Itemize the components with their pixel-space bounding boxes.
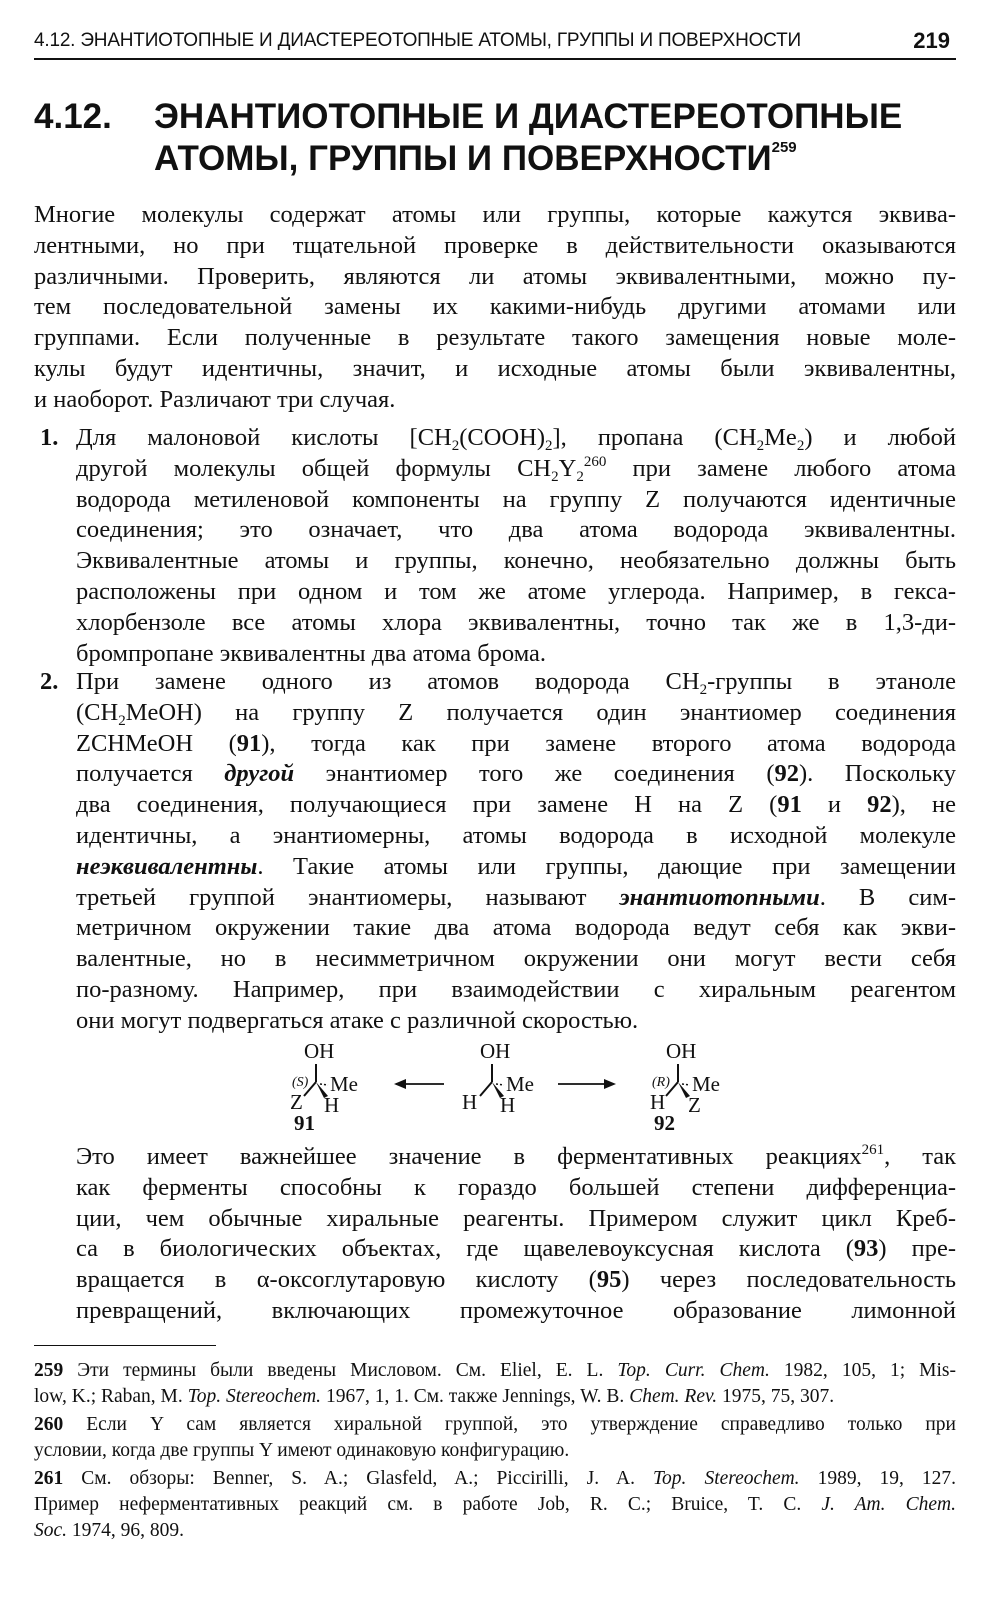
text-line: Это имеет важнейшее значение в ферментативных реакциях$^{261}$, так (76, 1142, 956, 1170)
text-line: водорода метиленовой компоненты на группу Z получаются идентичные (76, 485, 956, 513)
text-line: группами. Если полученные в результате такого замещения новые моле- (34, 324, 956, 352)
reaction-arrow-right (558, 1079, 616, 1089)
footnote-divider (34, 1345, 216, 1346)
text-line: са в биологических объектах, где щавелевоуксусная кислота (93) пре- (76, 1235, 956, 1263)
text-line: превращений, включающих промежуточное образование лимонной (76, 1296, 956, 1324)
me-label: Me (506, 1072, 534, 1096)
compound-label-92: 92 (654, 1111, 675, 1134)
text-line: 260 Если Y сам является хиральной группой, это утверждение справедливо только при (34, 1414, 956, 1435)
footnote-260 (34, 1412, 956, 1464)
text-line: Soc. 1974, 96, 809. (34, 1520, 185, 1541)
text-line: ZCHMeOH (91), тогда как при замене второго атома водорода (76, 729, 956, 757)
text-line: метричном окружении такие два атома водорода ведут себя как экви- (76, 914, 956, 942)
section-title-line1: ЭНАНТИОТОПНЫЕ И ДИАСТЕРЕОТОПНЫЕ (154, 97, 903, 136)
text-line: по-разному. Например, при взаимодействии с хиральным реагентом (76, 975, 956, 1003)
config-label-r: (R) (652, 1075, 670, 1090)
me-label: Me (330, 1072, 358, 1096)
enantiomer-scheme (244, 1034, 764, 1134)
h-label: H (500, 1093, 516, 1117)
book-page (34, 0, 956, 1601)
h-label: H (324, 1093, 340, 1117)
text-line: лентными, но при тщательной проверке в действительности оказываются (34, 231, 956, 259)
text-line: третьей группой энантиомеры, называют энантиотопными. В сим- (76, 883, 956, 911)
text-line: Пример неферментативных реакций см. в работе Job, R. C.; Bruice, T. C. J. Am. Chem. (34, 1494, 956, 1515)
text-line: вращается в α-оксоглутаровую кислоту (95) через последовательность (76, 1266, 956, 1294)
list-number: 2. (40, 668, 59, 695)
oh-label: OH (304, 1039, 335, 1063)
paragraph-enzymes (76, 1142, 956, 1327)
text-line: Многие молекулы содержат атомы или группы, которые кажутся эквива- (34, 201, 956, 228)
h-label: H (650, 1090, 666, 1114)
h-label: H (462, 1090, 478, 1114)
z-label: Z (688, 1093, 701, 1117)
molecule-ethanol (462, 1039, 534, 1117)
text-line: получается другой энантиомер того же соединения (92). Поскольку (76, 760, 956, 788)
text-line: соединения; это означает, что два атома водорода эквивалентны. (76, 516, 956, 544)
text-line: Эквивалентные атомы и группы, конечно, необязательно должны быть (76, 547, 956, 575)
list-item-body (76, 423, 956, 669)
text-line: low, K.; Raban, M. Top. Stereochem. 1967, 1, 1. См. также Jennings, W. B. Chem. Rev. 1975, 75, 307. (34, 1386, 835, 1407)
text-line: условии, когда две группы Y имеют одинаковую конфигурацию. (34, 1440, 570, 1461)
list-item-body (76, 667, 956, 1037)
text-line: тем последовательной замены их какими-нибудь другими атомами или (34, 293, 956, 321)
section-title (154, 96, 954, 180)
text-line: различными. Проверить, являются ли атомы эквивалентными, можно пу- (34, 262, 956, 290)
text-line: $(CH_2MeOH)$ на группу Z получается один энантиомер соединения (76, 698, 956, 729)
section-number: 4.12. (34, 97, 112, 136)
text-line: бромпропане эквивалентны два атома брома. (76, 639, 547, 667)
molecule-91 (290, 1039, 358, 1134)
footnote-261 (34, 1466, 956, 1544)
footnote-ref: 260 (583, 453, 607, 470)
text-line: и наоборот. Различают три случая. (34, 385, 396, 413)
text-line: При замене одного из атомов водорода $CH_2$-группы в этаноле (76, 668, 956, 698)
page-number: 219 (913, 28, 950, 53)
text-line: неэквивалентны. Такие атомы или группы, дающие при замещении (76, 852, 956, 880)
config-label-s: (S) (292, 1075, 309, 1090)
text-line: 261 См. обзоры: Benner, S. A.; Glasfeld, A.; Piccirilli, J. A. Top. Stereochem. 1989, 19, 127. (34, 1468, 956, 1489)
oh-label: OH (666, 1039, 697, 1063)
text-line: кулы будут идентичны, значит, и исходные атомы были эквивалентны, (34, 354, 956, 382)
intro-paragraph (34, 200, 956, 416)
me-label: Me (692, 1072, 720, 1096)
footnote-ref: 259 (771, 139, 797, 156)
text-line: валентные, но в несимметричном окружении они могут вести себя (76, 945, 956, 973)
section-title-line2: АТОМЫ, ГРУППЫ И ПОВЕРХНОСТИ (154, 139, 772, 178)
text-line: ции, чем обычные хиральные реагенты. Примером служит цикл Креб- (76, 1204, 956, 1232)
text-line: 259 Эти термины были введены Мисловом. См. Eliel, E. L. Top. Curr. Chem. 1982, 105, 1; Mis- (34, 1360, 957, 1381)
footnote-259 (34, 1358, 956, 1410)
footnote-ref: 261 (861, 1142, 885, 1158)
list-number: 1. (40, 424, 59, 451)
text-line: как ферменты способны к гораздо большей степени дифференциа- (76, 1173, 956, 1201)
text-line: идентичны, а энантиомерны, атомы водорода в исходной молекуле (76, 821, 956, 849)
oh-label: OH (480, 1039, 511, 1063)
text-line: два соединения, получающиеся при замене H на Z (91 и 92), не (76, 791, 956, 819)
text-line: они могут подвергаться атаке с различной скоростью. (76, 1006, 639, 1034)
molecule-92 (650, 1039, 720, 1134)
text-line: Для малоновой кислоты $[CH_2(COOH)_2]$, пропана $(CH_2Me_2)$ и любой (76, 424, 957, 454)
reaction-arrow-left (394, 1079, 444, 1089)
running-header (34, 28, 956, 60)
text-line: расположены при одном и том же атоме углерода. Например, в гекса- (76, 577, 956, 605)
z-label: Z (290, 1090, 303, 1114)
compound-label-91: 91 (294, 1111, 315, 1134)
text-line: другой молекулы общей формулы $CH_2Y_2^{260}$ при замене любого атома (76, 453, 956, 485)
text-line: хлорбензоле все атомы хлора эквивалентны, точно так же в 1,3-ди- (76, 608, 956, 636)
running-title: 4.12. ЭНАНТИОТОПНЫЕ И ДИАСТЕРЕОТОПНЫЕ АТОМЫ, ГРУППЫ И ПОВЕРХНОСТИ (34, 30, 801, 51)
